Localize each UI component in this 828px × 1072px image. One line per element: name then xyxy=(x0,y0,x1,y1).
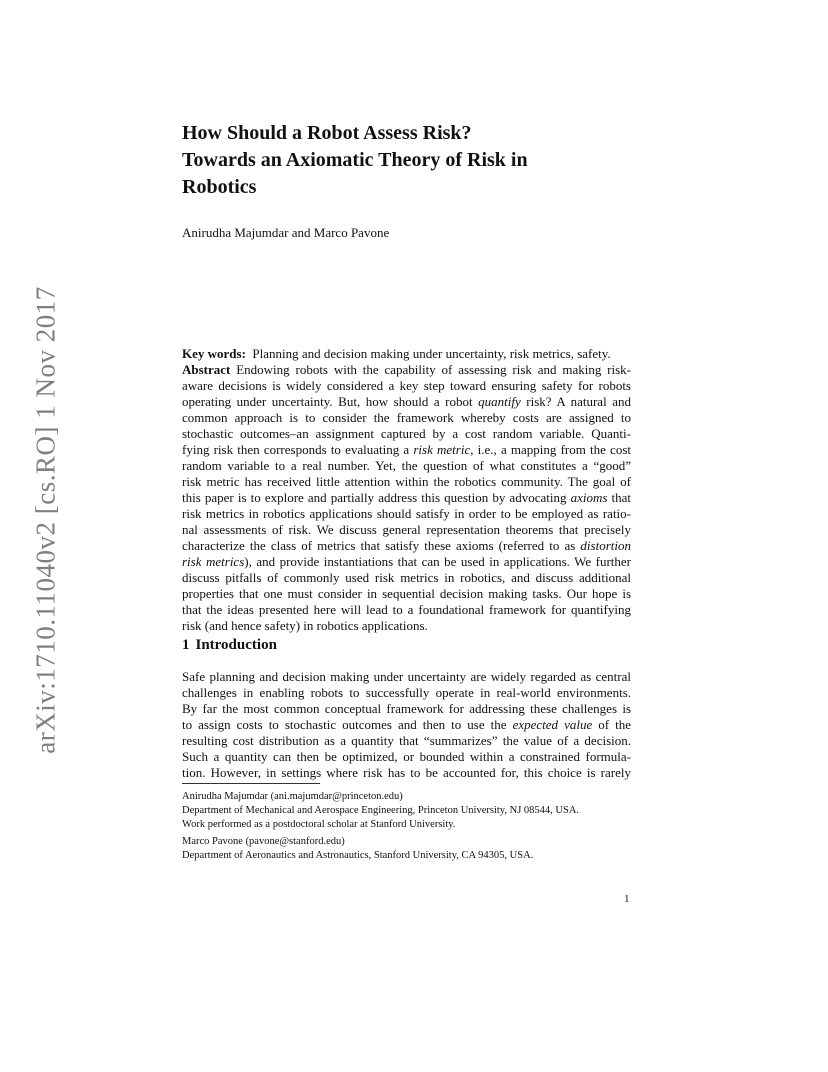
abstract-label: Abstract xyxy=(182,362,231,377)
author-footnote-pavone xyxy=(182,835,533,863)
intro-line: By far the most common conceptual framework for addressing these challenges is xyxy=(182,701,631,716)
abstract-line: risk metrics), and provide instantiations that can be used in applications. We further xyxy=(182,554,631,569)
footnote-note: Work performed as a postdoctoral scholar at Stanford University. xyxy=(182,819,456,830)
abstract-line: discuss pitfalls of commonly used risk metrics in robotics, and discuss additional xyxy=(182,570,631,585)
intro-line: Such a quantity can then be optimized, or bounded within a constrained formula- xyxy=(182,749,631,764)
abstract-line: risk metric has received little attention within the robotics community. The goal of xyxy=(182,474,631,489)
footnote-affiliation: Department of Mechanical and Aerospace Engineering, Princeton University, NJ 08544, USA. xyxy=(182,805,580,816)
footnote-affiliation: Department of Aeronautics and Astronautics, Stanford University, CA 94305, USA. xyxy=(182,850,534,861)
abstract-line: nal assessments of risk. We discuss general representation theorems that precisely xyxy=(182,522,631,537)
intro-line: resulting cost distribution as a quantity that “summarizes” the value of a decision. xyxy=(182,733,631,748)
abstract-line: Abstract Endowing robots with the capability of assessing risk and making risk- xyxy=(182,362,631,377)
keywords-text: Planning and decision making under uncertainty, risk metrics, safety. xyxy=(252,346,611,361)
keywords-label: Key words: xyxy=(182,346,246,361)
intro-line: tion. However, in settings where risk has to be accounted for, this choice is rarely xyxy=(182,765,631,780)
abstract-line: characterize the class of metrics that satisfy these axioms (referred to as distortion xyxy=(182,538,631,553)
intro-line: Safe planning and decision making under uncertainty are widely regarded as central xyxy=(182,669,631,684)
abstract-line: risk metrics in robotics applications should satisfy in order to be employed as ratio- xyxy=(182,506,631,521)
abstract-line: this paper is to explore and partially address this question by advocating axioms that xyxy=(182,490,631,505)
abstract-block xyxy=(182,346,631,634)
section-heading-introduction xyxy=(182,637,277,654)
introduction-paragraph xyxy=(182,669,631,781)
section-title: Introduction xyxy=(195,637,277,653)
title-line-3: Robotics xyxy=(182,176,257,198)
footnote-divider xyxy=(182,783,320,784)
abstract-line: common approach is to consider the framework whereby costs are assigned to xyxy=(182,410,631,425)
title-line-2: Towards an Axiomatic Theory of Risk in xyxy=(182,149,528,171)
abstract-line: operating under uncertainty. But, how should a robot quantify risk? A natural and xyxy=(182,394,631,409)
abstract-line: random variable to a real number. Yet, the question of what constitutes a “good” xyxy=(182,458,631,473)
abstract-line: that the ideas presented here will lead to a foundational framework for quantifying xyxy=(182,602,631,617)
title-line-1: How Should a Robot Assess Risk? xyxy=(182,122,472,144)
keywords-line xyxy=(182,346,631,362)
intro-line: to assign costs to stochastic outcomes and then to use the expected value of the xyxy=(182,717,631,732)
arxiv-identifier-stamp: arXiv:1710.11040v2 [cs.RO] 1 Nov 2017 xyxy=(30,286,61,754)
page-number: 1 xyxy=(624,893,630,905)
intro-line: challenges in enabling robots to successfully operate in real-world environments. xyxy=(182,685,631,700)
author-list: Anirudha Majumdar and Marco Pavone xyxy=(182,225,390,240)
abstract-line: aware decisions is widely considered a key step toward ensuring safety for robots xyxy=(182,378,631,393)
abstract-line: risk (and hence safety) in robotics applications. xyxy=(182,618,428,633)
author-footnote-majumdar xyxy=(182,790,579,832)
paper-title xyxy=(182,120,642,201)
abstract-line: stochastic outcomes–an assignment captured by a cost random variable. Quanti- xyxy=(182,426,631,441)
abstract-line: fying risk then corresponds to evaluating a risk metric, i.e., a mapping from the cost xyxy=(182,442,631,457)
footnote-author-name: Marco Pavone (pavone@stanford.edu) xyxy=(182,836,345,847)
footnote-author-name: Anirudha Majumdar (ani.majumdar@princeton.edu) xyxy=(182,791,403,802)
section-number: 1 xyxy=(182,637,190,653)
abstract-line: properties that one must consider in sequential decision making tasks. Our hope is xyxy=(182,586,631,601)
